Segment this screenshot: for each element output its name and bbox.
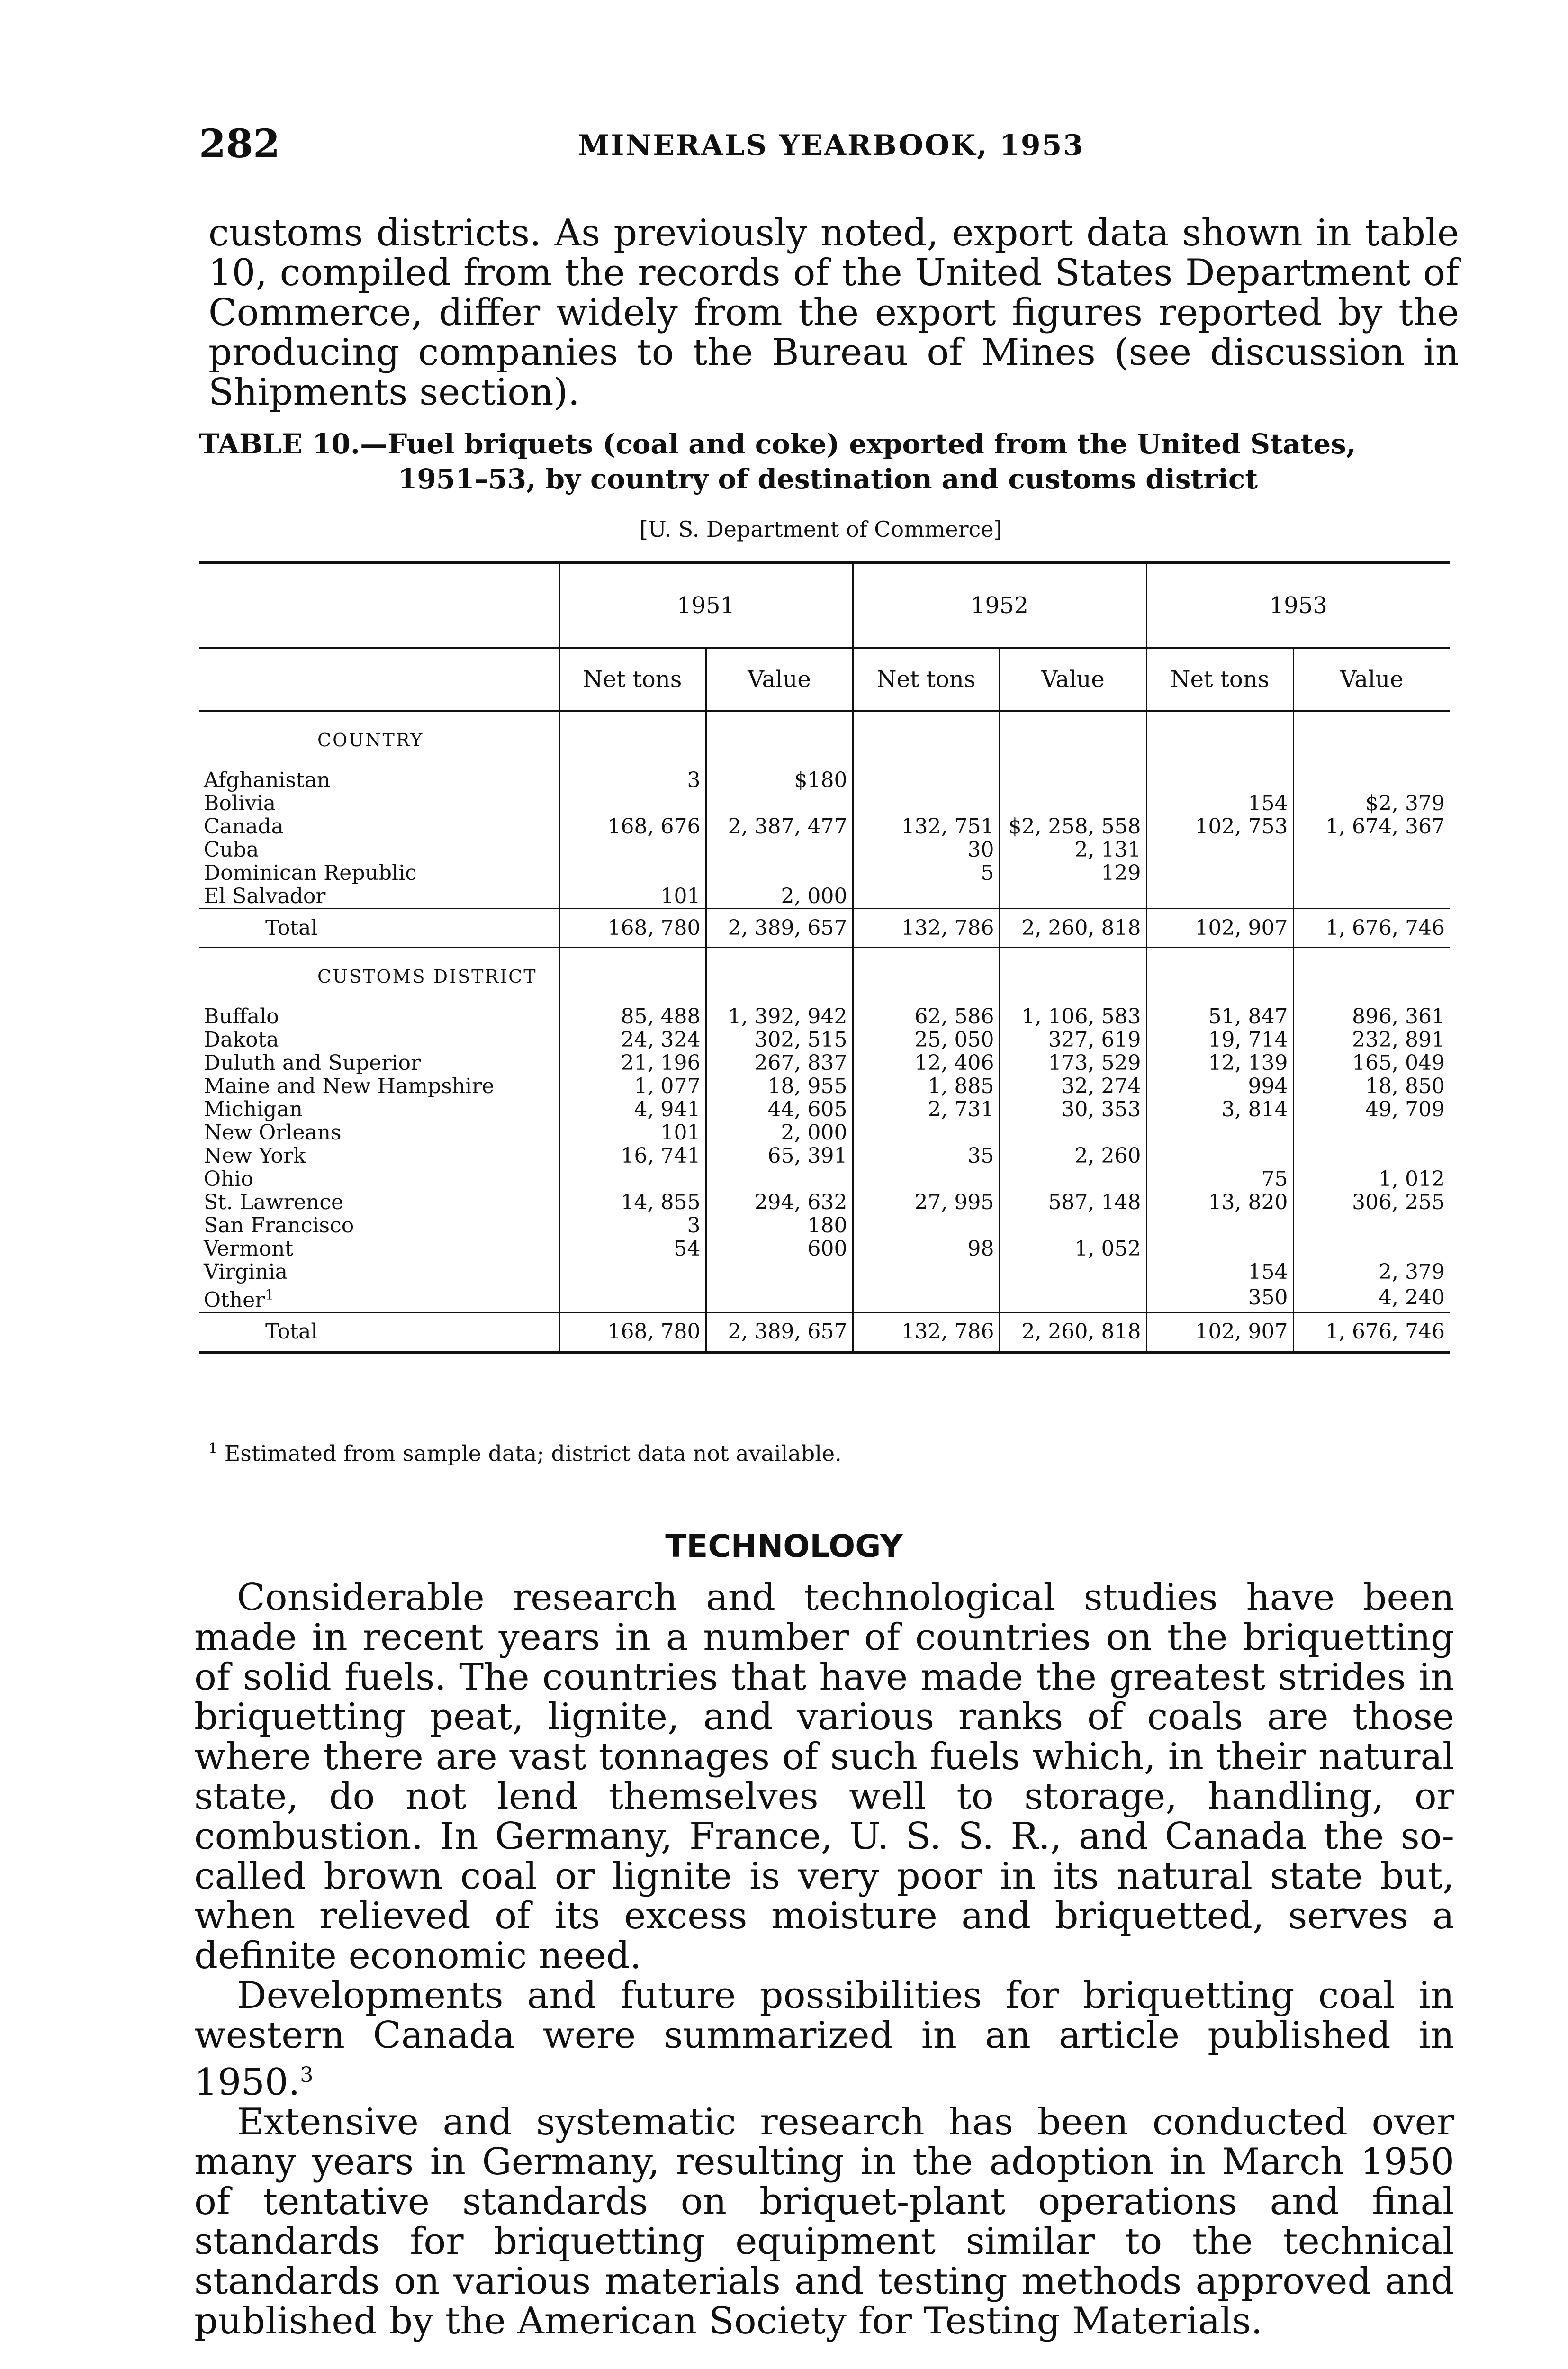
table-row xyxy=(199,1028,1450,1051)
table-cell: 16, 741 xyxy=(559,1144,706,1167)
table-cell: 85, 488 xyxy=(559,1005,706,1028)
table-row xyxy=(199,1098,1450,1121)
table-cell xyxy=(853,769,1000,792)
row-label: Duluth and Superior xyxy=(204,1051,421,1075)
table-row xyxy=(199,1237,1450,1260)
table-cell: 154 xyxy=(1146,1260,1293,1284)
table-cell: $2, 258, 558 xyxy=(1000,815,1146,838)
total-label: Total xyxy=(199,908,559,948)
table-cell: 1, 012 xyxy=(1293,1167,1450,1191)
table-cell: 350 xyxy=(1146,1284,1293,1312)
row-label: Maine and New Hampshire xyxy=(204,1074,495,1098)
table-row xyxy=(199,1191,1450,1214)
table-cell xyxy=(706,792,853,815)
table-cell: 294, 632 xyxy=(706,1191,853,1214)
table-cell xyxy=(559,711,706,769)
table-row xyxy=(199,815,1450,838)
table-cell xyxy=(559,792,706,815)
table-cell: 165, 049 xyxy=(1293,1051,1450,1075)
total-cell: 132, 786 xyxy=(853,908,1000,948)
row-label: Ohio xyxy=(204,1167,253,1191)
total-row xyxy=(199,908,1450,948)
table-cell xyxy=(706,861,853,885)
paragraph-text: Developments and future possibilities for briquetting coal in western Canada were summarized in an article published in 1950. xyxy=(194,1974,1454,2104)
section-label: CUSTOMS DISTRICT xyxy=(317,966,537,987)
year-header: 1953 xyxy=(1146,563,1450,648)
table-cell xyxy=(1293,838,1450,861)
table-cell xyxy=(1000,1121,1146,1144)
table-cell: 54 xyxy=(559,1237,706,1260)
table-cell: 35 xyxy=(853,1144,1000,1167)
table-cell xyxy=(1293,1121,1450,1144)
row-label: Bolivia xyxy=(204,791,276,815)
total-label: Total xyxy=(199,1312,559,1352)
table-cell: 2, 379 xyxy=(1293,1260,1450,1284)
body-text xyxy=(194,1578,1454,2341)
table-cell xyxy=(559,948,706,1005)
table-cell: 132, 751 xyxy=(853,815,1000,838)
row-label: New Orleans xyxy=(204,1121,342,1145)
row-label: Cuba xyxy=(204,838,259,862)
table-cell: 154 xyxy=(1146,792,1293,815)
year-header: 1951 xyxy=(559,563,853,648)
table-cell: 2, 260 xyxy=(1000,1144,1146,1167)
table-cell: 3, 814 xyxy=(1146,1098,1293,1121)
table-row xyxy=(199,1260,1450,1284)
total-cell: 2, 389, 657 xyxy=(706,1312,853,1352)
table-cell: 994 xyxy=(1146,1075,1293,1098)
table-cell: 3 xyxy=(559,769,706,792)
footnote-reference: 3 xyxy=(300,2063,314,2087)
table-cell xyxy=(1146,861,1293,885)
table-cell xyxy=(1000,1214,1146,1237)
table-cell: 12, 139 xyxy=(1146,1051,1293,1075)
table-cell: 30 xyxy=(853,838,1000,861)
table-cell: 44, 605 xyxy=(706,1098,853,1121)
table-cell xyxy=(1293,885,1450,908)
table-cell xyxy=(1293,948,1450,1005)
table-cell: 98 xyxy=(853,1237,1000,1260)
table-cell xyxy=(559,1284,706,1312)
table-cell xyxy=(1000,1284,1146,1312)
net-tons-header: Net tons xyxy=(1146,648,1293,711)
total-cell: 132, 786 xyxy=(853,1312,1000,1352)
table-cell xyxy=(559,1167,706,1191)
total-cell: 2, 389, 657 xyxy=(706,908,853,948)
table-cell: 1, 077 xyxy=(559,1075,706,1098)
table-cell xyxy=(1146,1214,1293,1237)
row-label: Virginia xyxy=(204,1260,288,1284)
table-cell xyxy=(1146,1121,1293,1144)
table-cell: 600 xyxy=(706,1237,853,1260)
section-row xyxy=(199,948,1450,1005)
table-cell: $2, 379 xyxy=(1293,792,1450,815)
table-cell: 168, 676 xyxy=(559,815,706,838)
table-cell xyxy=(706,838,853,861)
table-cell xyxy=(1146,711,1293,769)
table-cell xyxy=(706,1167,853,1191)
table-cell: 1, 674, 367 xyxy=(1293,815,1450,838)
table-cell: 1, 392, 942 xyxy=(706,1005,853,1028)
table-cell: 4, 240 xyxy=(1293,1284,1450,1312)
value-header: Value xyxy=(1293,648,1450,711)
page-number: 282 xyxy=(199,121,280,167)
table-cell: 306, 255 xyxy=(1293,1191,1450,1214)
table-cell: 1, 106, 583 xyxy=(1000,1005,1146,1028)
table-row xyxy=(199,1167,1450,1191)
table-cell xyxy=(1293,769,1450,792)
intro-paragraph: customs districts. As previously noted, export data shown in table 10, compiled from the records of the United States Department of Commerce, differ widely from the export figures reported by the producing companies to the Bureau of Mines (see discussion in Shipments section). xyxy=(208,212,1459,414)
table-cell: 327, 619 xyxy=(1000,1028,1146,1051)
table-cell xyxy=(853,1167,1000,1191)
section-label: COUNTRY xyxy=(317,729,424,750)
table-cell xyxy=(1146,1237,1293,1260)
table-cell: 25, 050 xyxy=(853,1028,1000,1051)
table-body xyxy=(199,711,1450,1352)
row-label: Afghanistan xyxy=(204,768,331,792)
table-cell: 19, 714 xyxy=(1146,1028,1293,1051)
value-header: Value xyxy=(1000,648,1146,711)
stub-header xyxy=(199,563,559,648)
row-label xyxy=(199,1284,559,1312)
exports-table xyxy=(199,561,1450,1354)
table-cell: 302, 515 xyxy=(706,1028,853,1051)
table-cell: 102, 753 xyxy=(1146,815,1293,838)
footnote-text: Estimated from sample data; district data not available. xyxy=(224,1440,842,1466)
table-cell: 129 xyxy=(1000,861,1146,885)
table-cell xyxy=(559,838,706,861)
column-header-row xyxy=(199,648,1450,711)
table-cell xyxy=(1000,1167,1146,1191)
table-footnote xyxy=(208,1440,842,1466)
net-tons-header: Net tons xyxy=(559,648,706,711)
table-cell xyxy=(706,1260,853,1284)
section-heading: TECHNOLOGY xyxy=(665,1528,903,1564)
table-cell xyxy=(1000,1260,1146,1284)
table-cell: 232, 891 xyxy=(1293,1028,1450,1051)
total-cell: 1, 676, 746 xyxy=(1293,908,1450,948)
table-cell: 101 xyxy=(559,885,706,908)
table-cell: 13, 820 xyxy=(1146,1191,1293,1214)
table-cell xyxy=(1000,769,1146,792)
table-cell: 2, 731 xyxy=(853,1098,1000,1121)
table-cell: 65, 391 xyxy=(706,1144,853,1167)
table-cell xyxy=(853,1214,1000,1237)
table-cell xyxy=(559,861,706,885)
table-cell xyxy=(1293,1237,1450,1260)
table-row xyxy=(199,769,1450,792)
paragraph xyxy=(194,1976,1454,2102)
table-row xyxy=(199,1214,1450,1237)
table-cell xyxy=(1000,792,1146,815)
table-cell xyxy=(853,792,1000,815)
table-cell xyxy=(1000,885,1146,908)
table-cell: 4, 941 xyxy=(559,1098,706,1121)
table-cell xyxy=(1146,838,1293,861)
table-cell: 173, 529 xyxy=(1000,1051,1146,1075)
table-cell xyxy=(853,711,1000,769)
table-cell xyxy=(1146,1144,1293,1167)
total-cell: 1, 676, 746 xyxy=(1293,1312,1450,1352)
year-header: 1952 xyxy=(853,563,1146,648)
table-row xyxy=(199,1144,1450,1167)
row-label: Dakota xyxy=(204,1028,279,1052)
running-header xyxy=(199,121,1450,178)
table-cell: 5 xyxy=(853,861,1000,885)
table-row xyxy=(199,1284,1450,1312)
table-source: [U. S. Department of Commerce] xyxy=(640,516,1002,542)
table-cell: 2, 131 xyxy=(1000,838,1146,861)
table-cell xyxy=(1146,769,1293,792)
paragraph: Considerable research and technological studies have been made in recent years in a number of countries on the briquetting of solid fuels. The countries that have made the greatest strides in briquetting peat, lignite, and various ranks of coals are those where there are vast tonnages of such fuels which, in their natural state, do not lend themselves well to storage, handling, or combustion. In Germany, France, U. S. S. R., and Canada the so-called brown coal or lignite is very poor in its natural state but, when relieved of its excess moisture and briquetted, serves a definite economic need. xyxy=(194,1576,1454,1977)
table-cell: 30, 353 xyxy=(1000,1098,1146,1121)
total-cell: 2, 260, 818 xyxy=(1000,1312,1146,1352)
table-cell: 14, 855 xyxy=(559,1191,706,1214)
table-cell: 18, 955 xyxy=(706,1075,853,1098)
table-cell xyxy=(706,711,853,769)
table-row xyxy=(199,861,1450,885)
table-cell xyxy=(1000,711,1146,769)
table-cell: 267, 837 xyxy=(706,1051,853,1075)
total-cell: 168, 780 xyxy=(559,908,706,948)
table-cell: 2, 000 xyxy=(706,885,853,908)
row-label: Vermont xyxy=(204,1237,294,1261)
table-row xyxy=(199,792,1450,815)
table-row xyxy=(199,885,1450,908)
table-cell: 24, 324 xyxy=(559,1028,706,1051)
table-title-line-2: 1951–53, by country of destination and customs district xyxy=(398,463,1258,495)
year-header-row xyxy=(199,563,1450,648)
table-cell xyxy=(853,1121,1000,1144)
section-row xyxy=(199,711,1450,769)
row-label: San Francisco xyxy=(204,1213,354,1238)
total-cell: 2, 260, 818 xyxy=(1000,908,1146,948)
table-row xyxy=(199,838,1450,861)
table-cell xyxy=(1293,711,1450,769)
table-row xyxy=(199,1051,1450,1075)
table-row xyxy=(199,1121,1450,1144)
stub-header xyxy=(199,648,559,711)
table-cell: $180 xyxy=(706,769,853,792)
table-cell xyxy=(1146,885,1293,908)
table-cell xyxy=(853,948,1000,1005)
table-cell: 12, 406 xyxy=(853,1051,1000,1075)
table-cell: 62, 586 xyxy=(853,1005,1000,1028)
table-cell: 3 xyxy=(559,1214,706,1237)
total-cell: 102, 907 xyxy=(1146,908,1293,948)
table-cell xyxy=(706,1284,853,1312)
table-cell xyxy=(853,885,1000,908)
table-cell xyxy=(706,948,853,1005)
table-cell xyxy=(1293,1144,1450,1167)
table-cell xyxy=(1293,861,1450,885)
row-label: Dominican Republic xyxy=(204,861,417,885)
table-title-line-1: TABLE 10.—Fuel briquets (coal and coke) exported from the United States, xyxy=(199,428,1356,460)
table-cell xyxy=(1293,1214,1450,1237)
table-cell: 18, 850 xyxy=(1293,1075,1450,1098)
table-cell xyxy=(853,1260,1000,1284)
table-row xyxy=(199,1075,1450,1098)
table-cell: 75 xyxy=(1146,1167,1293,1191)
running-title: MINERALS YEARBOOK, 1953 xyxy=(578,129,1085,162)
table-cell xyxy=(1146,948,1293,1005)
row-label: El Salvador xyxy=(204,884,326,908)
table-cell: 32, 274 xyxy=(1000,1075,1146,1098)
footnote-mark: 1 xyxy=(208,1440,218,1457)
table-cell: 49, 709 xyxy=(1293,1098,1450,1121)
row-label: Canada xyxy=(204,814,284,839)
table-cell: 2, 387, 477 xyxy=(706,815,853,838)
table-cell: 51, 847 xyxy=(1146,1005,1293,1028)
row-label: New York xyxy=(204,1144,306,1168)
total-cell: 102, 907 xyxy=(1146,1312,1293,1352)
table-title xyxy=(199,426,1469,497)
row-label-text: Other xyxy=(204,1288,265,1312)
table-cell: 587, 148 xyxy=(1000,1191,1146,1214)
table-cell: 180 xyxy=(706,1214,853,1237)
row-label: Buffalo xyxy=(204,1004,279,1029)
row-label: Michigan xyxy=(204,1097,303,1121)
row-label: St. Lawrence xyxy=(204,1190,344,1214)
table-cell xyxy=(559,1260,706,1284)
table-cell: 101 xyxy=(559,1121,706,1144)
table-cell xyxy=(1000,948,1146,1005)
footnote-reference: 1 xyxy=(265,1287,274,1303)
table-cell: 27, 995 xyxy=(853,1191,1000,1214)
table-cell: 896, 361 xyxy=(1293,1005,1450,1028)
paragraph: Extensive and systematic research has been conducted over many years in Germany, resulting in the adoption in March 1950 of tentative standards on briquet-plant operations and final standards for briquetting equipment similar to the technical standards on various materials and testing methods approved and published by the American Society for Testing Materials. xyxy=(194,2101,1454,2342)
table-cell: 21, 196 xyxy=(559,1051,706,1075)
value-header: Value xyxy=(706,648,853,711)
table-cell: 1, 885 xyxy=(853,1075,1000,1098)
table-cell: 2, 000 xyxy=(706,1121,853,1144)
table-cell: 1, 052 xyxy=(1000,1237,1146,1260)
total-cell: 168, 780 xyxy=(559,1312,706,1352)
table-cell xyxy=(853,1284,1000,1312)
total-row xyxy=(199,1312,1450,1352)
table-row xyxy=(199,1005,1450,1028)
net-tons-header: Net tons xyxy=(853,648,1000,711)
